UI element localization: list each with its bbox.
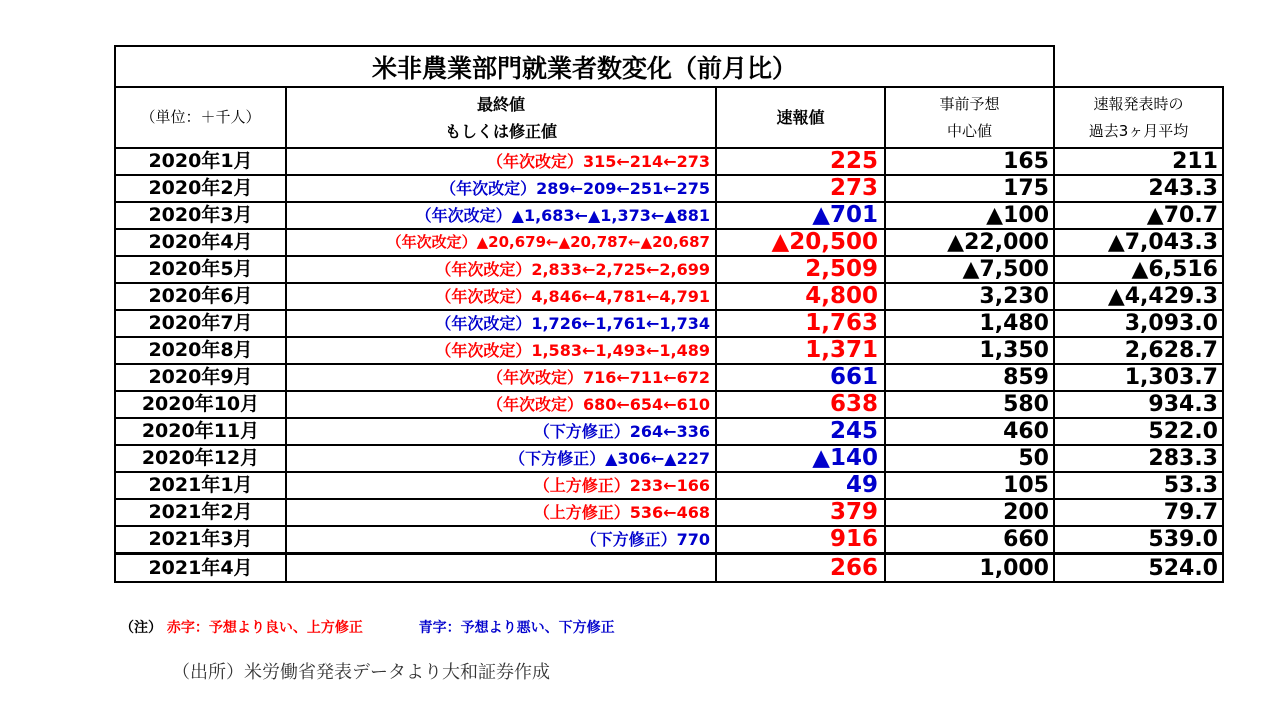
final-value-cell: （下方修正）770 bbox=[286, 526, 716, 554]
date-cell: 2020年11月 bbox=[115, 418, 286, 445]
average-value-cell: 524.0 bbox=[1054, 554, 1223, 583]
consensus-value-cell: 1,350 bbox=[885, 337, 1054, 364]
table-row bbox=[115, 418, 1223, 445]
header-final-line2: もしくは修正値 bbox=[444, 121, 557, 141]
consensus-value-cell: 1,000 bbox=[885, 554, 1054, 583]
flash-value-cell: 225 bbox=[716, 148, 885, 175]
final-value-cell: （年次改定）▲20,679←▲20,787←▲20,687 bbox=[286, 229, 716, 256]
date-cell: 2021年4月 bbox=[115, 554, 286, 583]
consensus-value-cell: 460 bbox=[885, 418, 1054, 445]
final-value-cell: （年次改定）315←214←273 bbox=[286, 148, 716, 175]
flash-value-cell: 638 bbox=[716, 391, 885, 418]
final-value-cell: （年次改定）▲1,683←▲1,373←▲881 bbox=[286, 202, 716, 229]
table-row bbox=[115, 364, 1223, 391]
nfp-change-table bbox=[114, 45, 1224, 583]
flash-value-cell: ▲20,500 bbox=[716, 229, 885, 256]
final-value-cell: （年次改定）1,583←1,493←1,489 bbox=[286, 337, 716, 364]
table-title: 米非農業部門就業者数変化（前月比） bbox=[115, 46, 1054, 87]
average-value-cell: 79.7 bbox=[1054, 499, 1223, 526]
consensus-value-cell: 859 bbox=[885, 364, 1054, 391]
header-final bbox=[286, 87, 716, 148]
table-row bbox=[115, 445, 1223, 472]
date-cell: 2020年8月 bbox=[115, 337, 286, 364]
flash-value-cell: 379 bbox=[716, 499, 885, 526]
average-value-cell: 243.3 bbox=[1054, 175, 1223, 202]
header-consensus-line1: 事前予想 bbox=[939, 94, 1000, 113]
average-value-cell: ▲7,043.3 bbox=[1054, 229, 1223, 256]
header-final-line1: 最終値 bbox=[476, 94, 525, 114]
consensus-value-cell: ▲22,000 bbox=[885, 229, 1054, 256]
date-cell: 2021年1月 bbox=[115, 472, 286, 499]
header-row bbox=[115, 87, 1223, 148]
date-cell: 2020年2月 bbox=[115, 175, 286, 202]
average-value-cell: 3,093.0 bbox=[1054, 310, 1223, 337]
average-value-cell: ▲4,429.3 bbox=[1054, 283, 1223, 310]
table-row bbox=[115, 256, 1223, 283]
date-cell: 2020年5月 bbox=[115, 256, 286, 283]
header-average-line2: 過去3ヶ月平均 bbox=[1088, 121, 1189, 140]
consensus-value-cell: ▲7,500 bbox=[885, 256, 1054, 283]
final-value-cell: （年次改定）2,833←2,725←2,699 bbox=[286, 256, 716, 283]
footnote bbox=[120, 617, 615, 637]
table-row bbox=[115, 148, 1223, 175]
table-row bbox=[115, 337, 1223, 364]
footnote-blue-legend: 青字：予想より悪い、下方修正 bbox=[418, 620, 615, 636]
date-cell: 2020年9月 bbox=[115, 364, 286, 391]
consensus-value-cell: 660 bbox=[885, 526, 1054, 554]
header-consensus bbox=[885, 87, 1054, 148]
final-value-cell: （年次改定）289←209←251←275 bbox=[286, 175, 716, 202]
consensus-value-cell: 175 bbox=[885, 175, 1054, 202]
final-value-cell: （年次改定）716←711←672 bbox=[286, 364, 716, 391]
flash-value-cell: 916 bbox=[716, 526, 885, 554]
table-row bbox=[115, 202, 1223, 229]
table-row bbox=[115, 310, 1223, 337]
flash-value-cell: 1,763 bbox=[716, 310, 885, 337]
consensus-value-cell: 1,480 bbox=[885, 310, 1054, 337]
average-value-cell: 283.3 bbox=[1054, 445, 1223, 472]
date-cell: 2020年1月 bbox=[115, 148, 286, 175]
source-note: （出所）米労働省発表データより大和証券作成 bbox=[172, 662, 550, 683]
flash-value-cell: 661 bbox=[716, 364, 885, 391]
flash-value-cell: 245 bbox=[716, 418, 885, 445]
consensus-value-cell: 580 bbox=[885, 391, 1054, 418]
table-row bbox=[115, 283, 1223, 310]
average-value-cell: 211 bbox=[1054, 148, 1223, 175]
date-cell: 2020年4月 bbox=[115, 229, 286, 256]
average-value-cell: 1,303.7 bbox=[1054, 364, 1223, 391]
final-value-cell: （下方修正）264←336 bbox=[286, 418, 716, 445]
date-cell: 2020年3月 bbox=[115, 202, 286, 229]
average-value-cell: 934.3 bbox=[1054, 391, 1223, 418]
final-value-cell: （上方修正）536←468 bbox=[286, 499, 716, 526]
average-value-cell: ▲70.7 bbox=[1054, 202, 1223, 229]
final-value-cell: （下方修正）▲306←▲227 bbox=[286, 445, 716, 472]
final-value-cell: （年次改定）1,726←1,761←1,734 bbox=[286, 310, 716, 337]
final-value-cell: （上方修正）233←166 bbox=[286, 472, 716, 499]
average-value-cell: ▲6,516 bbox=[1054, 256, 1223, 283]
date-cell: 2020年10月 bbox=[115, 391, 286, 418]
flash-value-cell: 49 bbox=[716, 472, 885, 499]
footnote-red-legend: 赤字：予想より良い、上方修正 bbox=[166, 620, 363, 636]
flash-value-cell: 266 bbox=[716, 554, 885, 583]
flash-value-cell: 1,371 bbox=[716, 337, 885, 364]
average-value-cell: 539.0 bbox=[1054, 526, 1223, 554]
date-cell: 2020年7月 bbox=[115, 310, 286, 337]
consensus-value-cell: 3,230 bbox=[885, 283, 1054, 310]
consensus-value-cell: ▲100 bbox=[885, 202, 1054, 229]
average-value-cell: 53.3 bbox=[1054, 472, 1223, 499]
table-row bbox=[115, 554, 1223, 583]
flash-value-cell: 2,509 bbox=[716, 256, 885, 283]
flash-value-cell: ▲140 bbox=[716, 445, 885, 472]
table-row bbox=[115, 499, 1223, 526]
table-row bbox=[115, 472, 1223, 499]
nfp-table-container bbox=[114, 45, 1224, 583]
table-row bbox=[115, 175, 1223, 202]
table-row bbox=[115, 229, 1223, 256]
final-value-cell: （年次改定）4,846←4,781←4,791 bbox=[286, 283, 716, 310]
header-average-line1: 速報発表時の bbox=[1093, 94, 1184, 113]
header-average bbox=[1054, 87, 1223, 148]
final-value-cell bbox=[286, 554, 716, 583]
consensus-value-cell: 50 bbox=[885, 445, 1054, 472]
header-unit: （単位：＋千人） bbox=[115, 87, 286, 148]
consensus-value-cell: 105 bbox=[885, 472, 1054, 499]
date-cell: 2020年12月 bbox=[115, 445, 286, 472]
table-row bbox=[115, 526, 1223, 554]
title-blank-cell bbox=[1054, 46, 1223, 87]
average-value-cell: 2,628.7 bbox=[1054, 337, 1223, 364]
flash-value-cell: 273 bbox=[716, 175, 885, 202]
table-row bbox=[115, 391, 1223, 418]
consensus-value-cell: 165 bbox=[885, 148, 1054, 175]
header-consensus-line2: 中心値 bbox=[946, 121, 992, 140]
flash-value-cell: 4,800 bbox=[716, 283, 885, 310]
date-cell: 2021年3月 bbox=[115, 526, 286, 554]
average-value-cell: 522.0 bbox=[1054, 418, 1223, 445]
header-flash: 速報値 bbox=[716, 87, 885, 148]
consensus-value-cell: 200 bbox=[885, 499, 1054, 526]
flash-value-cell: ▲701 bbox=[716, 202, 885, 229]
date-cell: 2020年6月 bbox=[115, 283, 286, 310]
footnote-prefix: （注） bbox=[120, 620, 162, 636]
final-value-cell: （年次改定）680←654←610 bbox=[286, 391, 716, 418]
date-cell: 2021年2月 bbox=[115, 499, 286, 526]
